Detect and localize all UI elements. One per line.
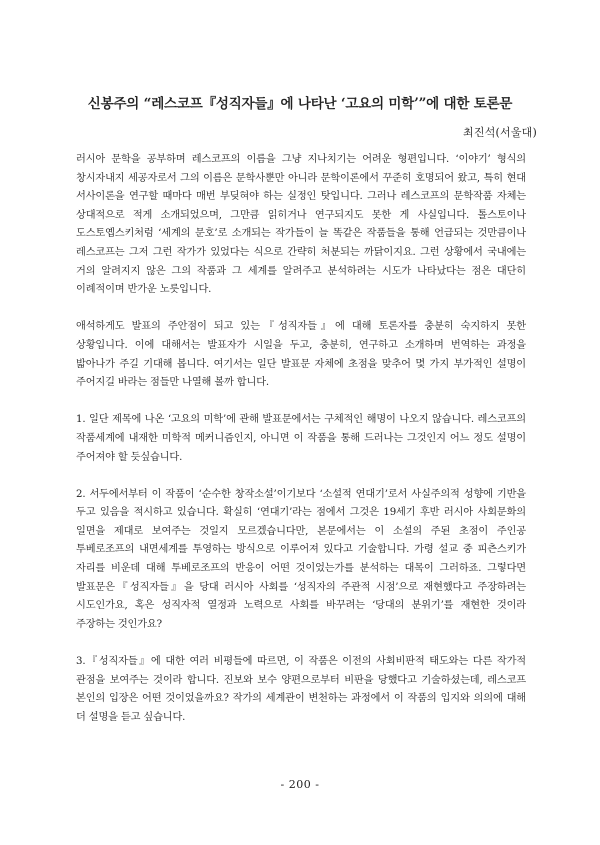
- author-affiliation: 최진석(서울대): [463, 126, 537, 139]
- document-body: [76, 151, 526, 746]
- document-title: 신봉주의 “레스코프『성직자들』에 나타난 ‘고요의 미학’”에 대한 토론문: [87, 96, 513, 112]
- page-number: - 200 -: [280, 778, 320, 791]
- paragraph-question-3: 3.『성직자들』에 대한 여러 비평들에 따르면, 이 작품은 이전의 사회비판적 태도와는 다른 작가적 관점을 보여주는 것이라 합니다. 진보와 보수 양편으로부터 비판을 당했다고 기술하셨는데, 레스코프 본인의 입장은 어떤 것이었을까요? 작가의 세계관이 변천하는 과정에서 이 작품의 입지와 의의에 대해 더 설명을 듣고 싶습니다.: [76, 656, 526, 723]
- paragraph-scope: 애석하게도 발표의 주안점이 되고 있는『성직자들』에 대해 토론자를 충분히 숙지하지 못한 상황입니다. 이에 대해서는 발표자가 시일을 두고, 충분히, 연구하고 소개하며 번역하는 과정을 밟아나가 주길 기대해 봅니다. 여기서는 일단 발표문 자체에 초점을 맞추어 몇 가지 부가적인 설명이 주어지길 바라는 점들만 나열해 볼까 합니다.: [76, 321, 526, 389]
- paragraph-question-1: 1. 일단 제목에 나온 ‘고요의 미학’에 관해 발표문에서는 구체적인 해명이 나오지 않습니다. 레스코프의 작품세계에 내재한 미학적 메커니즘인지, 아니면 이 작품을 통해 드러나는 그것인지 어느 정도 설명이 주어져야 할 듯싶습니다.: [76, 414, 526, 463]
- paragraph-intro: 러시아 문학을 공부하며 레스코프의 이름을 그냥 지나치기는 어려운 형편입니다. ‘이야기’ 형식의 창시자내지 세공자로서 그의 이름은 문학사뿐만 아니라 문학이론에서 꾸준히 호명되어 왔고, 특히 현대 서사이론을 연구할 때마다 매번 부딪혀야 하는 실정인 탓입니다. 그러나 레스코프의 문학작품 자체는 상대적으로 적게 소개되었으며, 그만큼 읽히거나 연구되지도 못한 게 사실입니다. 톨스토이나 도스토옙스키처럼 ‘세계의 문호’로 소개되는 작가들이 늘 똑같은 작품들을 통해 언급되는 것만큼이나 레스코프는 그저 그런 작가가 있었다는 식으로 간략히 처분되는 까닭이지요. 그런 상황에서 국내에는 거의 알려지지 않은 그의 작품과 그 세계를 알려주고 분석하려는 시도가 나타났다는 점은 대단히 이례적이며 반가운 노릇입니다.: [76, 154, 526, 296]
- paragraph-question-2: 2. 서두에서부터 이 작품이 ‘순수한 창작소설’이기보다 ‘소설적 연대기’로서 사실주의적 성향에 기반을 두고 있음을 적시하고 있습니다. 확실히 ‘연대기’라는 점에서 그것은 19세기 후반 러시아 사회문화의 일면을 제대로 보여주는 것일지 모르겠습니다만, 본문에서는 이 소설의 주된 초점이 주인공 투베로조프의 내면세계를 투영하는 방식으로 이루어져 있다고 기술합니다. 가령 설교 중 피츤스키가 자리를 비운데 대해 투베로조프의 반응이 어떤 것이었는가를 분석하는 대목이 그러하죠. 그렇다면 발표문은『성직자들』을 당대 러시아 사회를 ‘성직자의 주관적 시점’으로 재현했다고 주장하려는 시도인가요, 혹은 성직자적 열정과 노력으로 사회를 바꾸려는 ‘당대의 분위기’를 재현한 것이라 주장하는 것인가요?: [76, 488, 526, 630]
